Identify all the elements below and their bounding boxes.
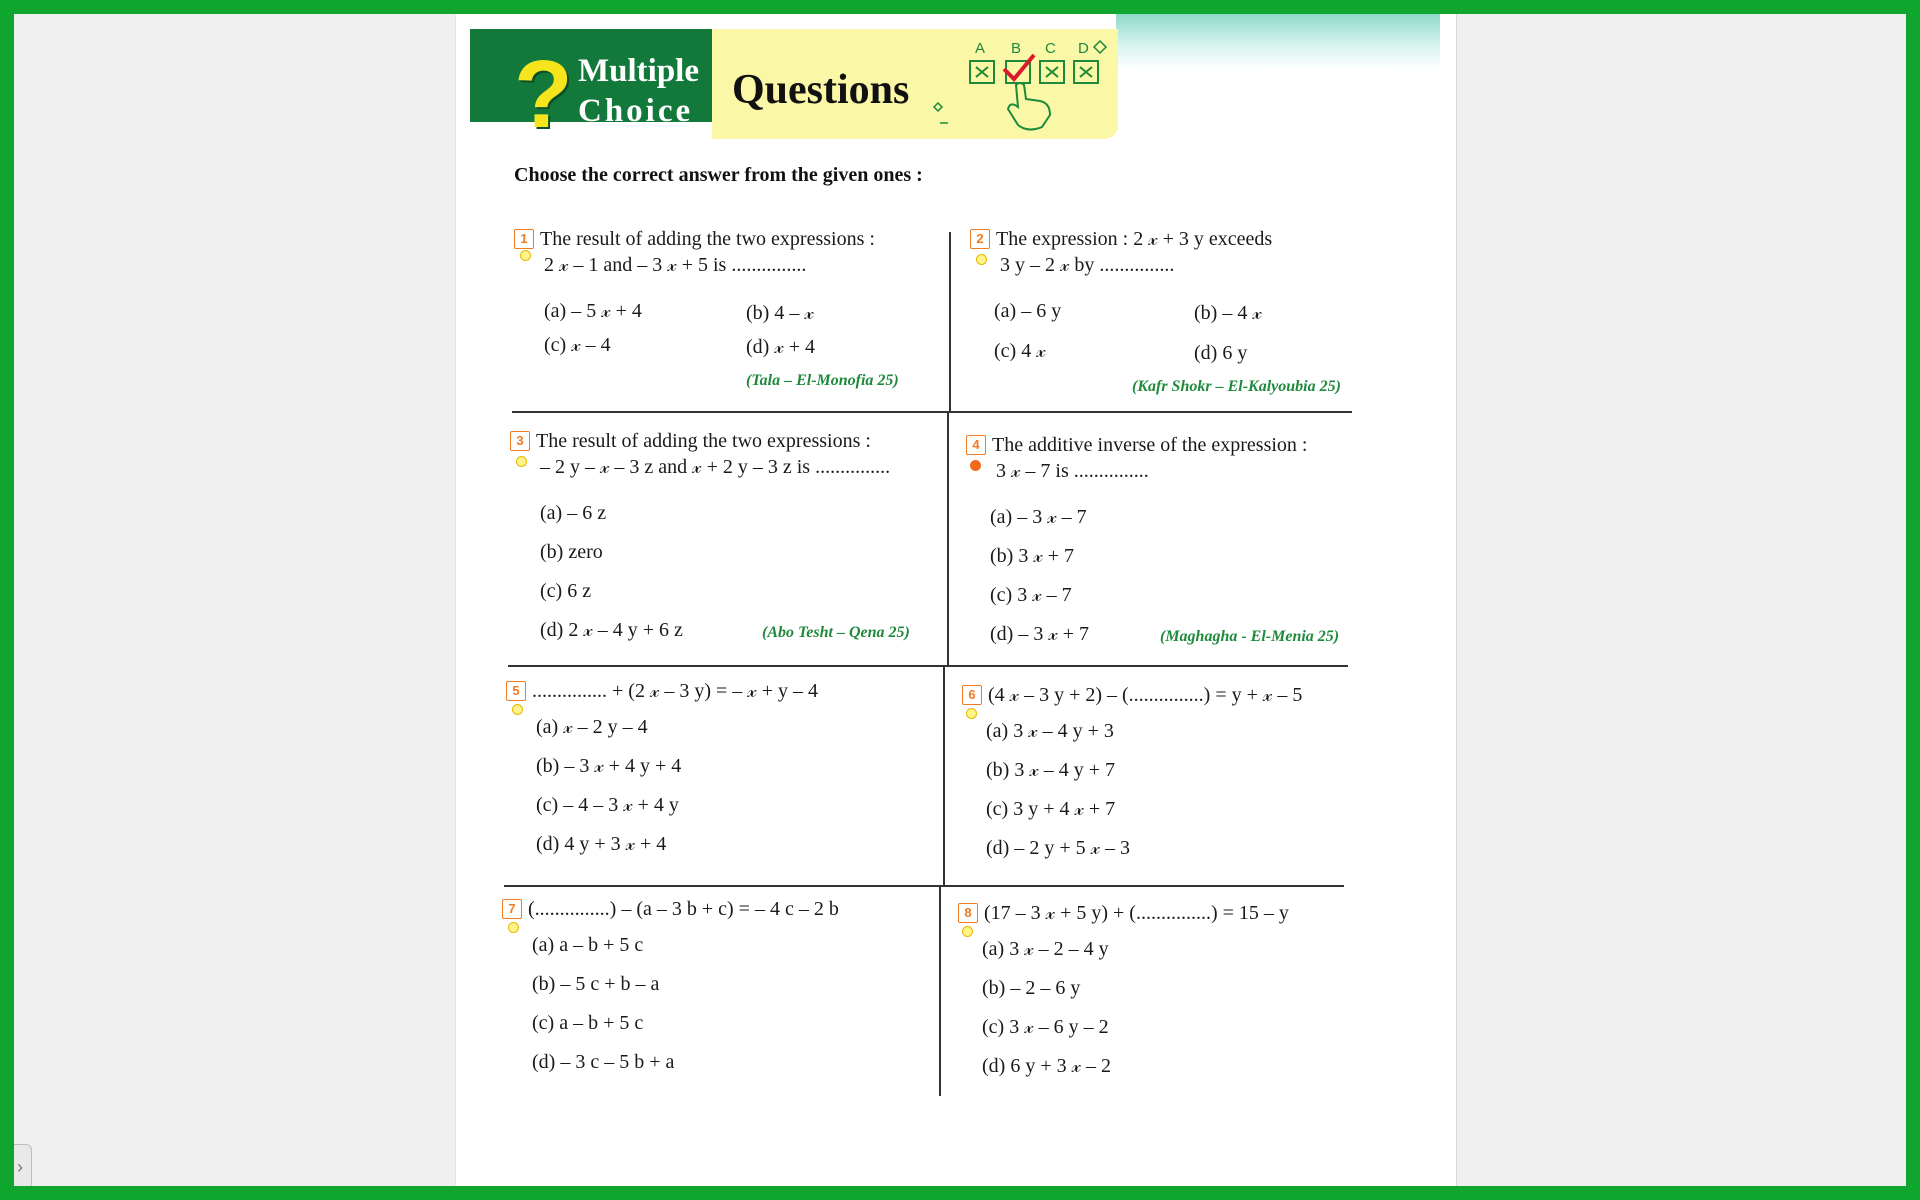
question-source: (Maghagha - El-Menia 25): [1160, 628, 1340, 645]
question-text: (17 – 3 𝓍 + 5 y) + (...............) = 15 – y: [984, 902, 1289, 924]
question-number-badge: 3: [510, 431, 530, 451]
option-c[interactable]: (c) a – b + 5 c: [532, 1012, 644, 1034]
option-a[interactable]: (a) 𝓍 – 2 y – 4: [536, 716, 648, 738]
option-b[interactable]: (b) 3 𝓍 – 4 y + 7: [986, 759, 1116, 781]
banner-choice-text: Choice: [578, 93, 694, 129]
question-text: 2 𝓍 – 1 and – 3 𝓍 + 5 is ...............: [544, 254, 807, 276]
question-text: The result of adding the two expressions :: [536, 430, 871, 452]
answer-marker: [512, 704, 523, 715]
question-mark-icon: ?: [514, 41, 573, 148]
answer-marker: [970, 460, 981, 471]
question-2: [970, 226, 1272, 278]
divider-horizontal: [508, 665, 1348, 667]
option-c[interactable]: (c) 3 y + 4 𝓍 + 7: [986, 798, 1116, 820]
option-d[interactable]: (d) 4 y + 3 𝓍 + 4: [536, 833, 667, 855]
banner-multiple-text: Multiple: [578, 53, 699, 89]
option-a[interactable]: (a) a – b + 5 c: [532, 934, 644, 956]
question-text: 3 y – 2 𝓍 by ...............: [1000, 254, 1175, 276]
answer-marker: [520, 250, 531, 261]
option-a[interactable]: (a) – 3 𝓍 – 7: [990, 506, 1087, 528]
banner-questions: [712, 29, 1118, 139]
question-number-badge: 7: [502, 899, 522, 919]
option-c[interactable]: (c) 3 𝓍 – 6 y – 2: [982, 1016, 1109, 1038]
option-a[interactable]: (a) – 6 z: [540, 502, 607, 524]
answer-marker: [508, 922, 519, 933]
option-d[interactable]: (d) 6 y: [1194, 342, 1248, 364]
question-text: The additive inverse of the expression :: [992, 434, 1308, 456]
divider-vertical: [943, 666, 945, 886]
option-d[interactable]: (d) 𝓍 + 4: [746, 336, 816, 358]
answer-marker: [962, 926, 973, 937]
question-text: (...............) – (a – 3 b + c) = – 4 c – 2 b: [528, 898, 839, 920]
option-b[interactable]: (b) zero: [540, 541, 603, 563]
option-c[interactable]: (c) 𝓍 – 4: [544, 334, 611, 356]
question-8: [958, 900, 1289, 926]
divider-vertical: [949, 232, 951, 412]
option-b[interactable]: (b) 3 𝓍 + 7: [990, 545, 1075, 567]
option-d[interactable]: (d) – 2 y + 5 𝓍 – 3: [986, 837, 1131, 859]
option-b[interactable]: (b) – 5 c + b – a: [532, 973, 660, 995]
question-text: ............... + (2 𝓍 – 3 y) = – 𝓍 + y – 4: [532, 680, 818, 702]
option-d[interactable]: (d) 6 y + 3 𝓍 – 2: [982, 1055, 1112, 1077]
question-source: (Abo Tesht – Qena 25): [762, 624, 910, 641]
question-number-badge: 8: [958, 903, 978, 923]
divider-vertical: [947, 412, 949, 666]
option-a[interactable]: (a) – 5 𝓍 + 4: [544, 300, 642, 322]
question-number-badge: 6: [962, 685, 982, 705]
question-text: The result of adding the two expressions :: [540, 228, 875, 250]
question-6: [962, 682, 1302, 708]
option-c[interactable]: (c) 4 𝓍: [994, 340, 1046, 362]
question-number-badge: 2: [970, 229, 990, 249]
answer-marker: [966, 708, 977, 719]
option-c[interactable]: (c) 3 𝓍 – 7: [990, 584, 1072, 606]
letter-d: D: [1078, 40, 1089, 57]
answer-marker: [976, 254, 987, 265]
option-a[interactable]: (a) – 6 y: [994, 300, 1062, 322]
option-b[interactable]: (b) – 3 𝓍 + 4 y + 4: [536, 755, 682, 777]
option-b[interactable]: (b) – 2 – 6 y: [982, 977, 1081, 999]
banner-questions-text: Questions: [732, 67, 910, 113]
question-4: [966, 432, 1307, 484]
answer-marker: [516, 456, 527, 467]
divider-horizontal: [504, 885, 1344, 887]
question-number-badge: 1: [514, 229, 534, 249]
option-b[interactable]: (b) – 4 𝓍: [1194, 302, 1262, 324]
question-1: [514, 226, 875, 278]
option-c[interactable]: (c) – 4 – 3 𝓍 + 4 y: [536, 794, 679, 816]
option-b[interactable]: (b) 4 – 𝓍: [746, 302, 814, 324]
instruction-text: Choose the correct answer from the given ones :: [514, 164, 923, 186]
question-text: The expression : 2 𝓍 + 3 y exceeds: [996, 228, 1273, 250]
option-d[interactable]: (d) – 3 c – 5 b + a: [532, 1051, 675, 1073]
divider-horizontal: [512, 411, 1352, 413]
option-a[interactable]: (a) 3 𝓍 – 2 – 4 y: [982, 938, 1109, 960]
question-5: [506, 678, 818, 704]
question-number-badge: 4: [966, 435, 986, 455]
question-source: (Tala – El-Monofia 25): [746, 372, 899, 389]
question-text: – 2 y – 𝓍 – 3 z and 𝓍 + 2 y – 3 z is ...............: [540, 456, 891, 478]
document-page: [456, 14, 1456, 1186]
question-source: (Kafr Shokr – El-Kalyoubia 25): [1132, 378, 1341, 395]
question-7: [502, 896, 839, 922]
checkbox-choice-icon: [920, 37, 1110, 137]
letter-c: C: [1045, 40, 1056, 57]
sidebar-toggle-button[interactable]: [14, 1144, 32, 1186]
question-text: (4 𝓍 – 3 y + 2) – (...............) = y + 𝓍 – 5: [988, 684, 1303, 706]
letter-a: A: [975, 40, 986, 57]
banner-multiple-choice: [470, 29, 712, 148]
option-d[interactable]: (d) – 3 𝓍 + 7: [990, 623, 1090, 645]
question-text: 3 𝓍 – 7 is ...............: [996, 460, 1149, 482]
question-number-badge: 5: [506, 681, 526, 701]
chevron-right-icon: ›: [17, 1157, 23, 1177]
option-c[interactable]: (c) 6 z: [540, 580, 592, 602]
document-viewer: [14, 14, 1906, 1186]
header-decoration: [1116, 14, 1440, 70]
option-a[interactable]: (a) 3 𝓍 – 4 y + 3: [986, 720, 1114, 742]
option-d[interactable]: (d) 2 𝓍 – 4 y + 6 z: [540, 619, 683, 641]
question-3: [510, 428, 890, 480]
letter-b: B: [1011, 40, 1022, 57]
divider-vertical: [939, 886, 941, 1096]
